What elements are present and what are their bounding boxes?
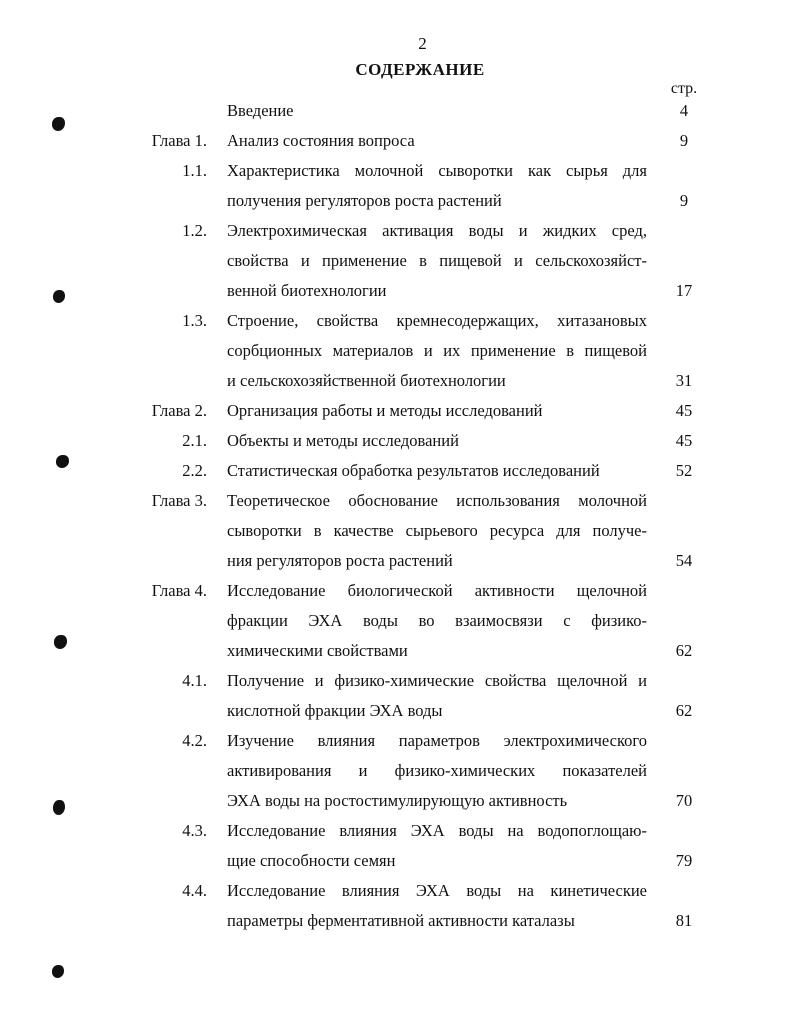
toc-entry bbox=[0, 126, 795, 156]
toc-entry-line bbox=[0, 666, 795, 696]
toc-entry-text: Теоретическое обоснование использования молочной bbox=[227, 491, 647, 510]
toc-entry bbox=[0, 816, 795, 876]
toc-entry-number: 4.1. bbox=[182, 671, 207, 690]
toc-entry-text: кислотной фракции ЭХА воды bbox=[227, 701, 443, 720]
toc-entry-text: венной биотехнологии bbox=[227, 281, 387, 300]
toc-entry-page: 45 bbox=[675, 431, 693, 450]
toc-entry-line bbox=[0, 306, 795, 336]
toc-entry-text: Объекты и методы исследований bbox=[227, 431, 459, 450]
toc-entry-page: 9 bbox=[679, 131, 689, 150]
toc-entry-number: Глава 1. bbox=[151, 131, 207, 150]
toc-entry bbox=[0, 156, 795, 216]
toc-entry-text: получения регуляторов роста растений bbox=[227, 191, 502, 210]
toc-entry-page: 31 bbox=[675, 371, 693, 390]
toc-entry bbox=[0, 576, 795, 666]
toc-entry-text: сорбционных материалов и их применение в пищевой bbox=[227, 341, 647, 360]
toc-entry-text: сыворотки в качестве сырьевого ресурса для получе- bbox=[227, 521, 647, 540]
toc-entry-page: 79 bbox=[675, 851, 693, 870]
toc-entry-line bbox=[0, 456, 795, 486]
scan-blot bbox=[52, 965, 64, 978]
toc-entry bbox=[0, 396, 795, 426]
toc-entry-page: 52 bbox=[675, 461, 693, 480]
toc-entry-line bbox=[0, 606, 795, 636]
toc-entry-line bbox=[0, 726, 795, 756]
toc-entry-text: химическими свойствами bbox=[227, 641, 408, 660]
table-of-contents bbox=[0, 96, 795, 936]
toc-entry-line bbox=[0, 96, 795, 126]
toc-entry-line bbox=[0, 246, 795, 276]
toc-entry-text: Исследование влияния ЭХА воды на кинетические bbox=[227, 881, 647, 900]
toc-entry-line bbox=[0, 576, 795, 606]
toc-entry-page: 62 bbox=[675, 641, 693, 660]
toc-entry-page: 45 bbox=[675, 401, 693, 420]
toc-entry-text: фракции ЭХА воды во взаимосвязи с физико- bbox=[227, 611, 647, 630]
toc-entry-page: 17 bbox=[675, 281, 693, 300]
toc-entry bbox=[0, 216, 795, 306]
toc-entry-page: 9 bbox=[679, 191, 689, 210]
toc-entry-page: 62 bbox=[675, 701, 693, 720]
toc-entry-line bbox=[0, 216, 795, 246]
toc-entry-line bbox=[0, 546, 795, 576]
toc-entry-text: активирования и физико-химических показателей bbox=[227, 761, 647, 780]
toc-entry-text: Исследование влияния ЭХА воды на водопоглощаю- bbox=[227, 821, 647, 840]
page-number: 2 bbox=[418, 34, 427, 53]
toc-entry-number: 1.2. bbox=[182, 221, 207, 240]
toc-entry-number: 4.4. bbox=[182, 881, 207, 900]
toc-entry-number: 1.3. bbox=[182, 311, 207, 330]
toc-entry-number: Глава 4. bbox=[151, 581, 207, 600]
toc-title: СОДЕРЖАНИЕ bbox=[355, 60, 485, 79]
toc-entry-number: Глава 2. bbox=[151, 401, 207, 420]
toc-entry bbox=[0, 96, 795, 126]
toc-entry-line bbox=[0, 366, 795, 396]
toc-entry-text: Электрохимическая активация воды и жидких сред, bbox=[227, 221, 647, 240]
toc-entry-line bbox=[0, 156, 795, 186]
toc-entry-text: и сельскохозяйственной биотехнологии bbox=[227, 371, 506, 390]
toc-entry-line bbox=[0, 756, 795, 786]
toc-entry-text: ЭХА воды на ростостимулирующую активность bbox=[227, 791, 568, 810]
toc-entry bbox=[0, 726, 795, 816]
toc-entry-line bbox=[0, 906, 795, 936]
toc-entry-line bbox=[0, 426, 795, 456]
toc-entry-line bbox=[0, 486, 795, 516]
toc-entry-number: 1.1. bbox=[182, 161, 207, 180]
toc-entry-number: 4.2. bbox=[182, 731, 207, 750]
toc-entry-line bbox=[0, 786, 795, 816]
toc-entry-line bbox=[0, 516, 795, 546]
toc-entry-line bbox=[0, 636, 795, 666]
toc-entry bbox=[0, 306, 795, 396]
toc-entry bbox=[0, 456, 795, 486]
toc-entry-number: 2.1. bbox=[182, 431, 207, 450]
toc-entry-page: 70 bbox=[675, 791, 693, 810]
toc-entry bbox=[0, 666, 795, 726]
toc-entry-text: щие способности семян bbox=[227, 851, 396, 870]
toc-entry-text: Строение, свойства кремнесодержащих, хитазановых bbox=[227, 311, 647, 330]
toc-entry-line bbox=[0, 186, 795, 216]
toc-entry-text: ния регуляторов роста растений bbox=[227, 551, 453, 570]
toc-entry bbox=[0, 486, 795, 576]
toc-entry-number: Глава 3. bbox=[151, 491, 207, 510]
toc-entry bbox=[0, 426, 795, 456]
toc-entry-text: Получение и физико-химические свойства щелочной и bbox=[227, 671, 647, 690]
toc-entry-page: 81 bbox=[675, 911, 693, 930]
toc-entry-text: Изучение влияния параметров электрохимического bbox=[227, 731, 647, 750]
toc-entry-line bbox=[0, 396, 795, 426]
toc-entry-text: Исследование биологической активности щелочной bbox=[227, 581, 647, 600]
toc-entry-text: Характеристика молочной сыворотки как сырья для bbox=[227, 161, 647, 180]
toc-entry-line bbox=[0, 816, 795, 846]
toc-entry-page: 54 bbox=[675, 551, 693, 570]
toc-entry-number: 2.2. bbox=[182, 461, 207, 480]
toc-entry-text: Статистическая обработка результатов исследований bbox=[227, 461, 600, 480]
toc-entry-line bbox=[0, 846, 795, 876]
toc-entry-line bbox=[0, 696, 795, 726]
toc-entry-text: свойства и применение в пищевой и сельскохозяйст- bbox=[227, 251, 647, 270]
toc-entry-number: 4.3. bbox=[182, 821, 207, 840]
toc-entry-line bbox=[0, 336, 795, 366]
toc-entry-text: Организация работы и методы исследований bbox=[227, 401, 543, 420]
toc-entry-text: параметры ферментативной активности каталазы bbox=[227, 911, 575, 930]
toc-entry-line bbox=[0, 276, 795, 306]
toc-entry bbox=[0, 876, 795, 936]
toc-entry-line bbox=[0, 876, 795, 906]
toc-entry-text: Введение bbox=[227, 101, 294, 120]
page-column-header: стр. bbox=[670, 80, 698, 97]
toc-entry-page: 4 bbox=[679, 101, 689, 120]
toc-entry-line bbox=[0, 126, 795, 156]
toc-entry-text: Анализ состояния вопроса bbox=[227, 131, 415, 150]
